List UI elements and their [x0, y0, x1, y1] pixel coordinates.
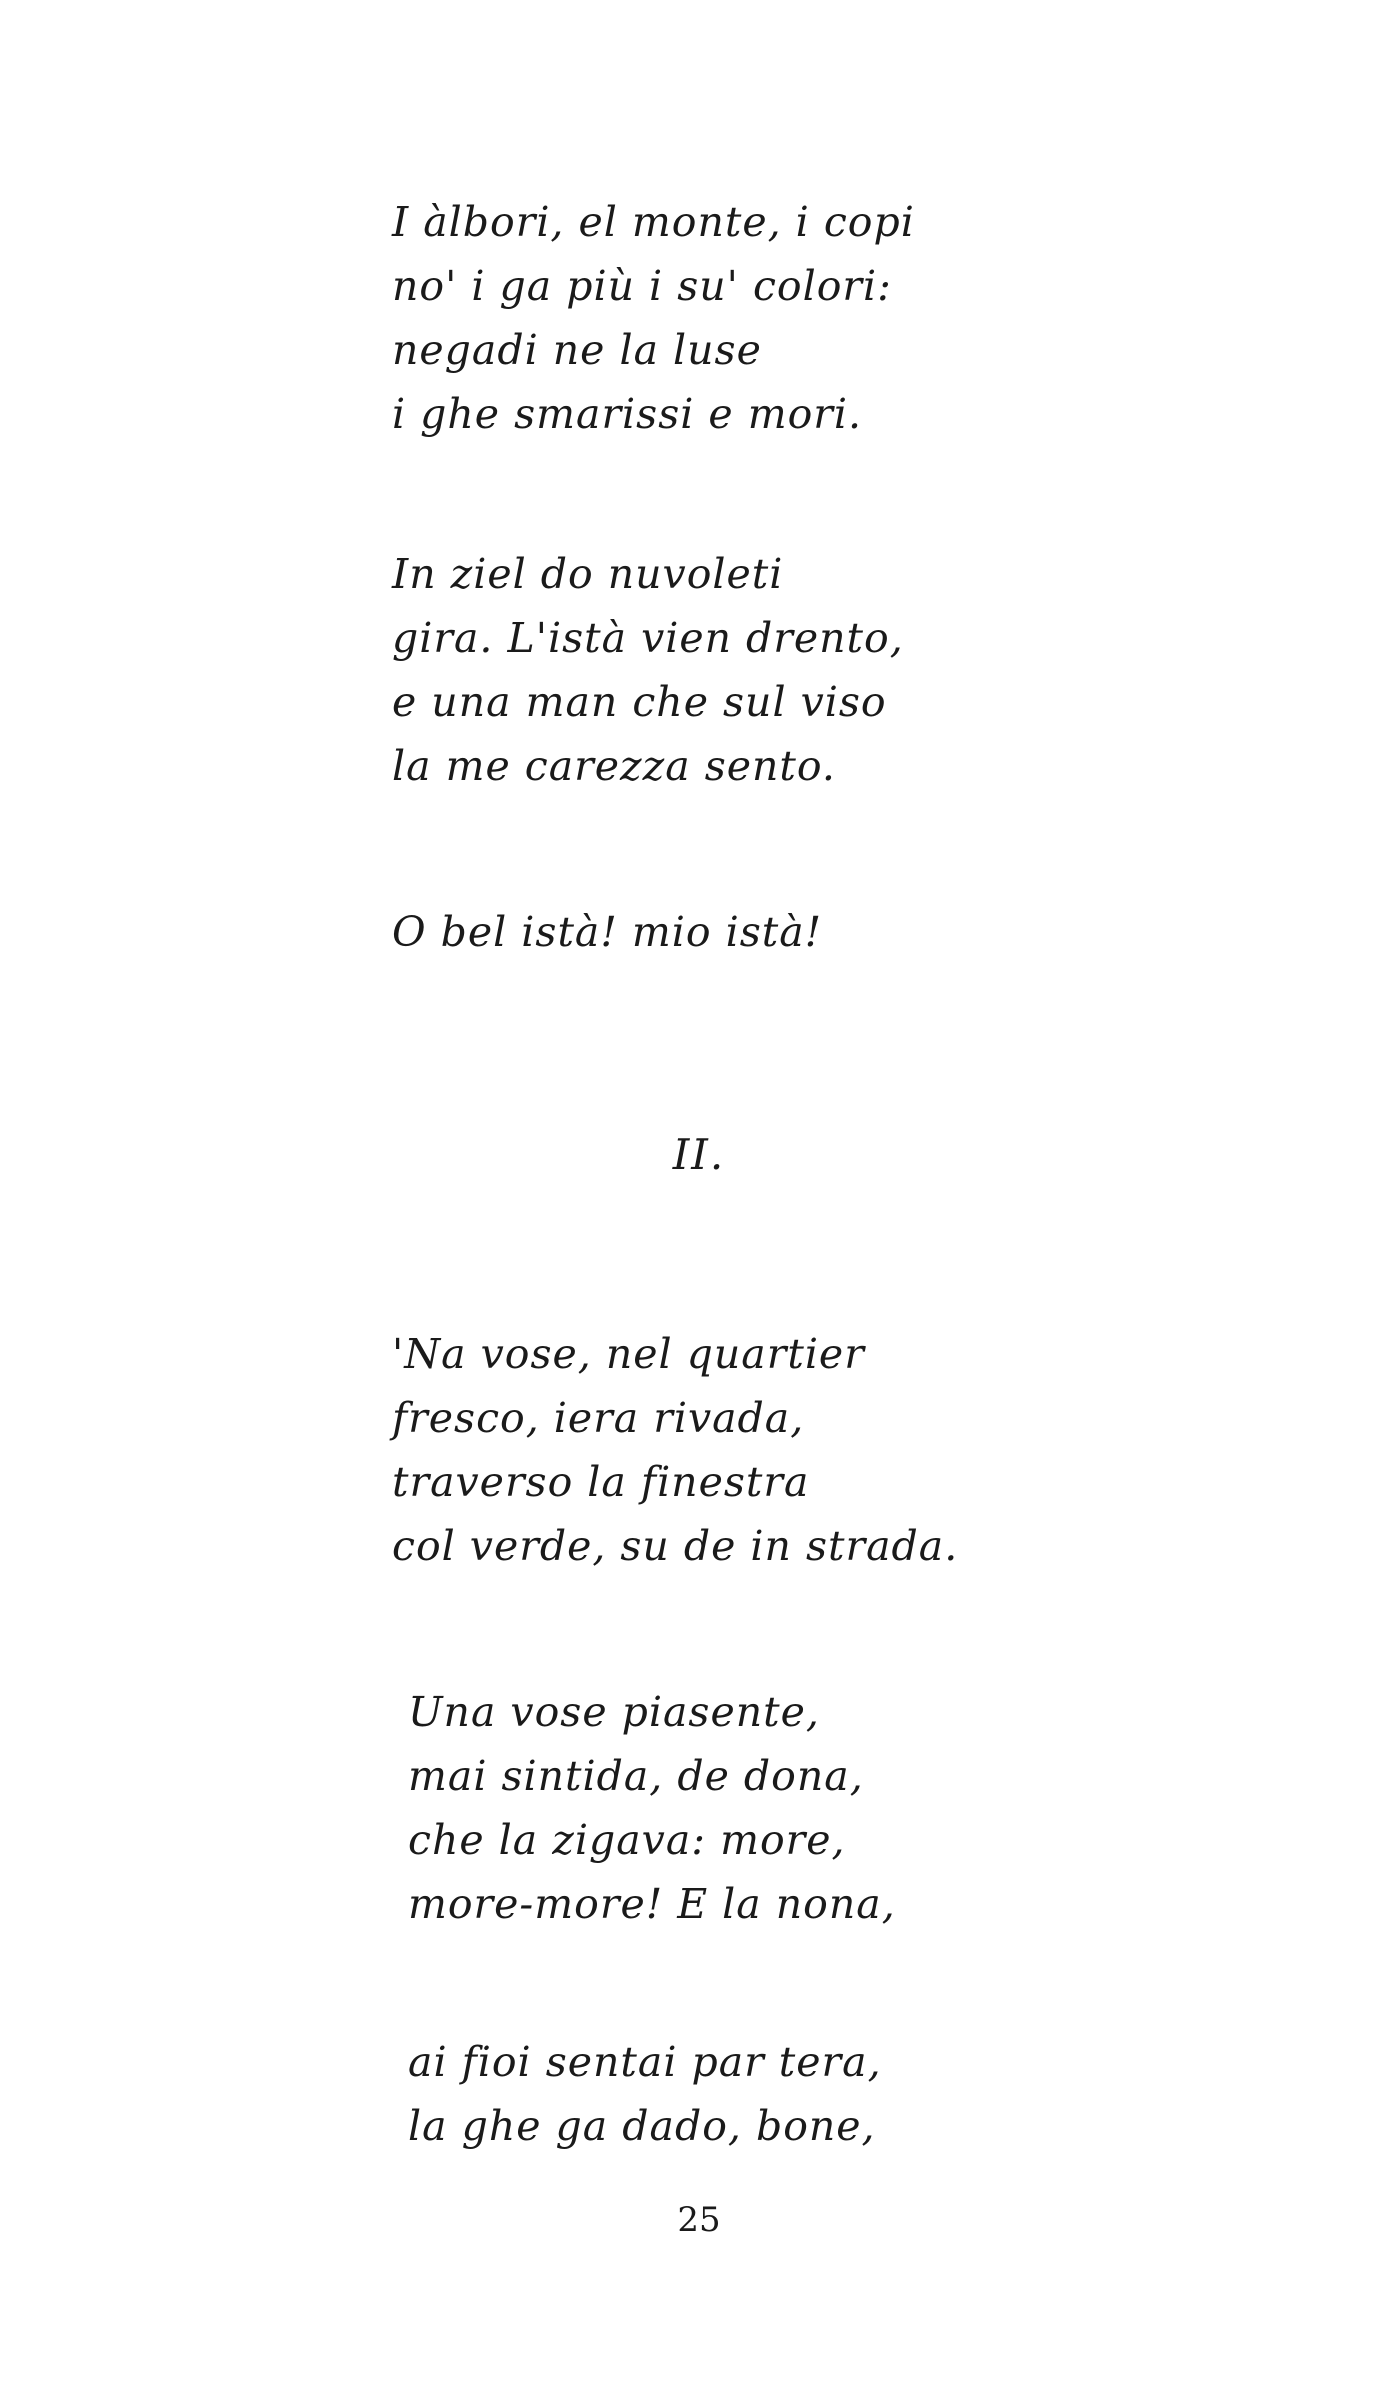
verse-line: gira. L'istà vien drento, [392, 614, 904, 662]
page-number: 25 [677, 2200, 721, 2240]
verse-line: no' i ga più i su' colori: [392, 262, 892, 310]
verse-line: che la zigava: more, [408, 1816, 846, 1864]
verse-line: ai fioi sentai par tera, [408, 2038, 882, 2086]
stanza-5 [408, 1680, 896, 1936]
verse-line: 'Na vose, nel quartier [392, 1330, 865, 1378]
verse-line: Una vose piasente, [408, 1688, 820, 1736]
verse-line: la ghe ga dado, bone, [408, 2102, 876, 2150]
verse-line: la me carezza sento. [392, 742, 836, 790]
stanza-1 [392, 190, 915, 446]
verse-line: negadi ne la luse [392, 326, 762, 374]
verse-line: I àlbori, el monte, i copi [392, 198, 915, 246]
stanza-6 [408, 2030, 882, 2158]
verse-line: mai sintida, de dona, [408, 1752, 864, 1800]
verse-line: e una man che sul viso [392, 678, 887, 726]
section-number: II. [672, 1130, 726, 1179]
verse-line: i ghe smarissi e mori. [392, 390, 862, 438]
stanza-4 [392, 1322, 958, 1578]
verse-line: traverso la finestra [392, 1458, 810, 1506]
verse-line: more-more! E la nona, [408, 1880, 896, 1928]
stanza-2 [392, 542, 904, 798]
stanza-3 [392, 900, 822, 964]
verse-line: col verde, su de in strada. [392, 1522, 959, 1570]
verse-line: In ziel do nuvoleti [392, 550, 784, 598]
verse-line: O bel istà! mio istà! [392, 908, 823, 956]
verse-line: fresco, iera rivada, [392, 1394, 805, 1442]
